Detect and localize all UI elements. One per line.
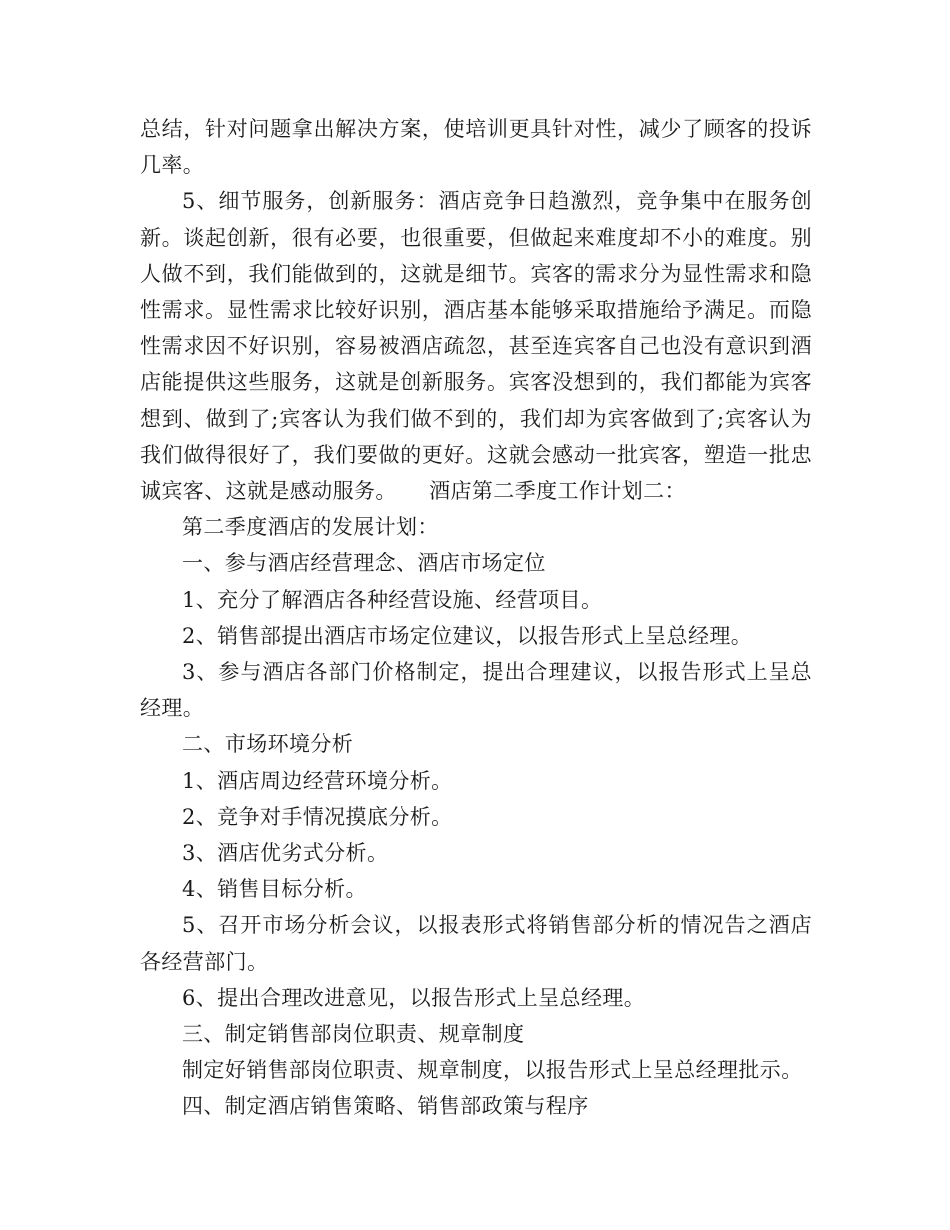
document-body: [140, 111, 812, 1125]
paragraph-14: 6、提出合理改进意见，以报告形式上呈总经理。: [182, 985, 646, 1010]
paragraph-17: 四、制定酒店销售策略、销售部政策与程序: [182, 1094, 589, 1119]
paragraph-1: 总结，针对问题拿出解决方案，使培训更具针对性，减少了顾客的投诉几率。: [140, 117, 812, 178]
paragraph-8: 二、市场环境分析: [182, 732, 354, 757]
paragraph-6: 2、销售部提出酒店市场定位建议，以报告形式上呈总经理。: [182, 623, 753, 648]
paragraph-5: 1、充分了解酒店各种经营设施、经营项目。: [182, 587, 603, 612]
paragraph-10: 2、竞争对手情况摸底分析。: [182, 804, 453, 829]
paragraph-16: 制定好销售部岗位职责、规章制度，以报告形式上呈总经理批示。: [182, 1058, 803, 1083]
paragraph-15: 三、制定销售部岗位职责、规章制度: [182, 1022, 525, 1047]
paragraph-12: 4、销售目标分析。: [182, 877, 367, 902]
paragraph-13: 5、召开市场分析会议，以报表形式将销售部分析的情况告之酒店各经营部门。: [140, 913, 812, 974]
paragraph-11: 3、酒店优劣式分析。: [182, 841, 389, 866]
paragraph-7: 3、参与酒店各部门价格制定，提出合理建议，以报告形式上呈总经理。: [140, 660, 812, 721]
paragraph-9: 1、酒店周边经营环境分析。: [182, 768, 453, 793]
paragraph-3: 第二季度酒店的发展计划：: [182, 515, 439, 540]
paragraph-2: 5、细节服务，创新服务：酒店竞争日趋激烈，竞争集中在服务创新。谈起创新，很有必要，也很重要，但做起来难度却不小的难度。别人做不到，我们能做到的，这就是细节。宾客的需求分为显性需求和隐性需求。显性需求比较好识别，酒店基本能够采取措施给予满足。而隐性需求因不好识别，容易被酒店疏忽，甚至连宾客自己也没有意识到酒店能提供这些服务，这就是创新服务。宾客没想到的，我们都能为宾客想到、做到了;宾客认为我们做不到的，我们却为宾客做到了;宾客认为我们做得很好了，我们要做的更好。这就会感动一批宾客，塑造一批忠诚宾客、这就是感动服务。 酒店第二季度工作计划二：: [140, 189, 812, 504]
paragraph-4: 一、参与酒店经营理念、酒店市场定位: [182, 551, 546, 576]
